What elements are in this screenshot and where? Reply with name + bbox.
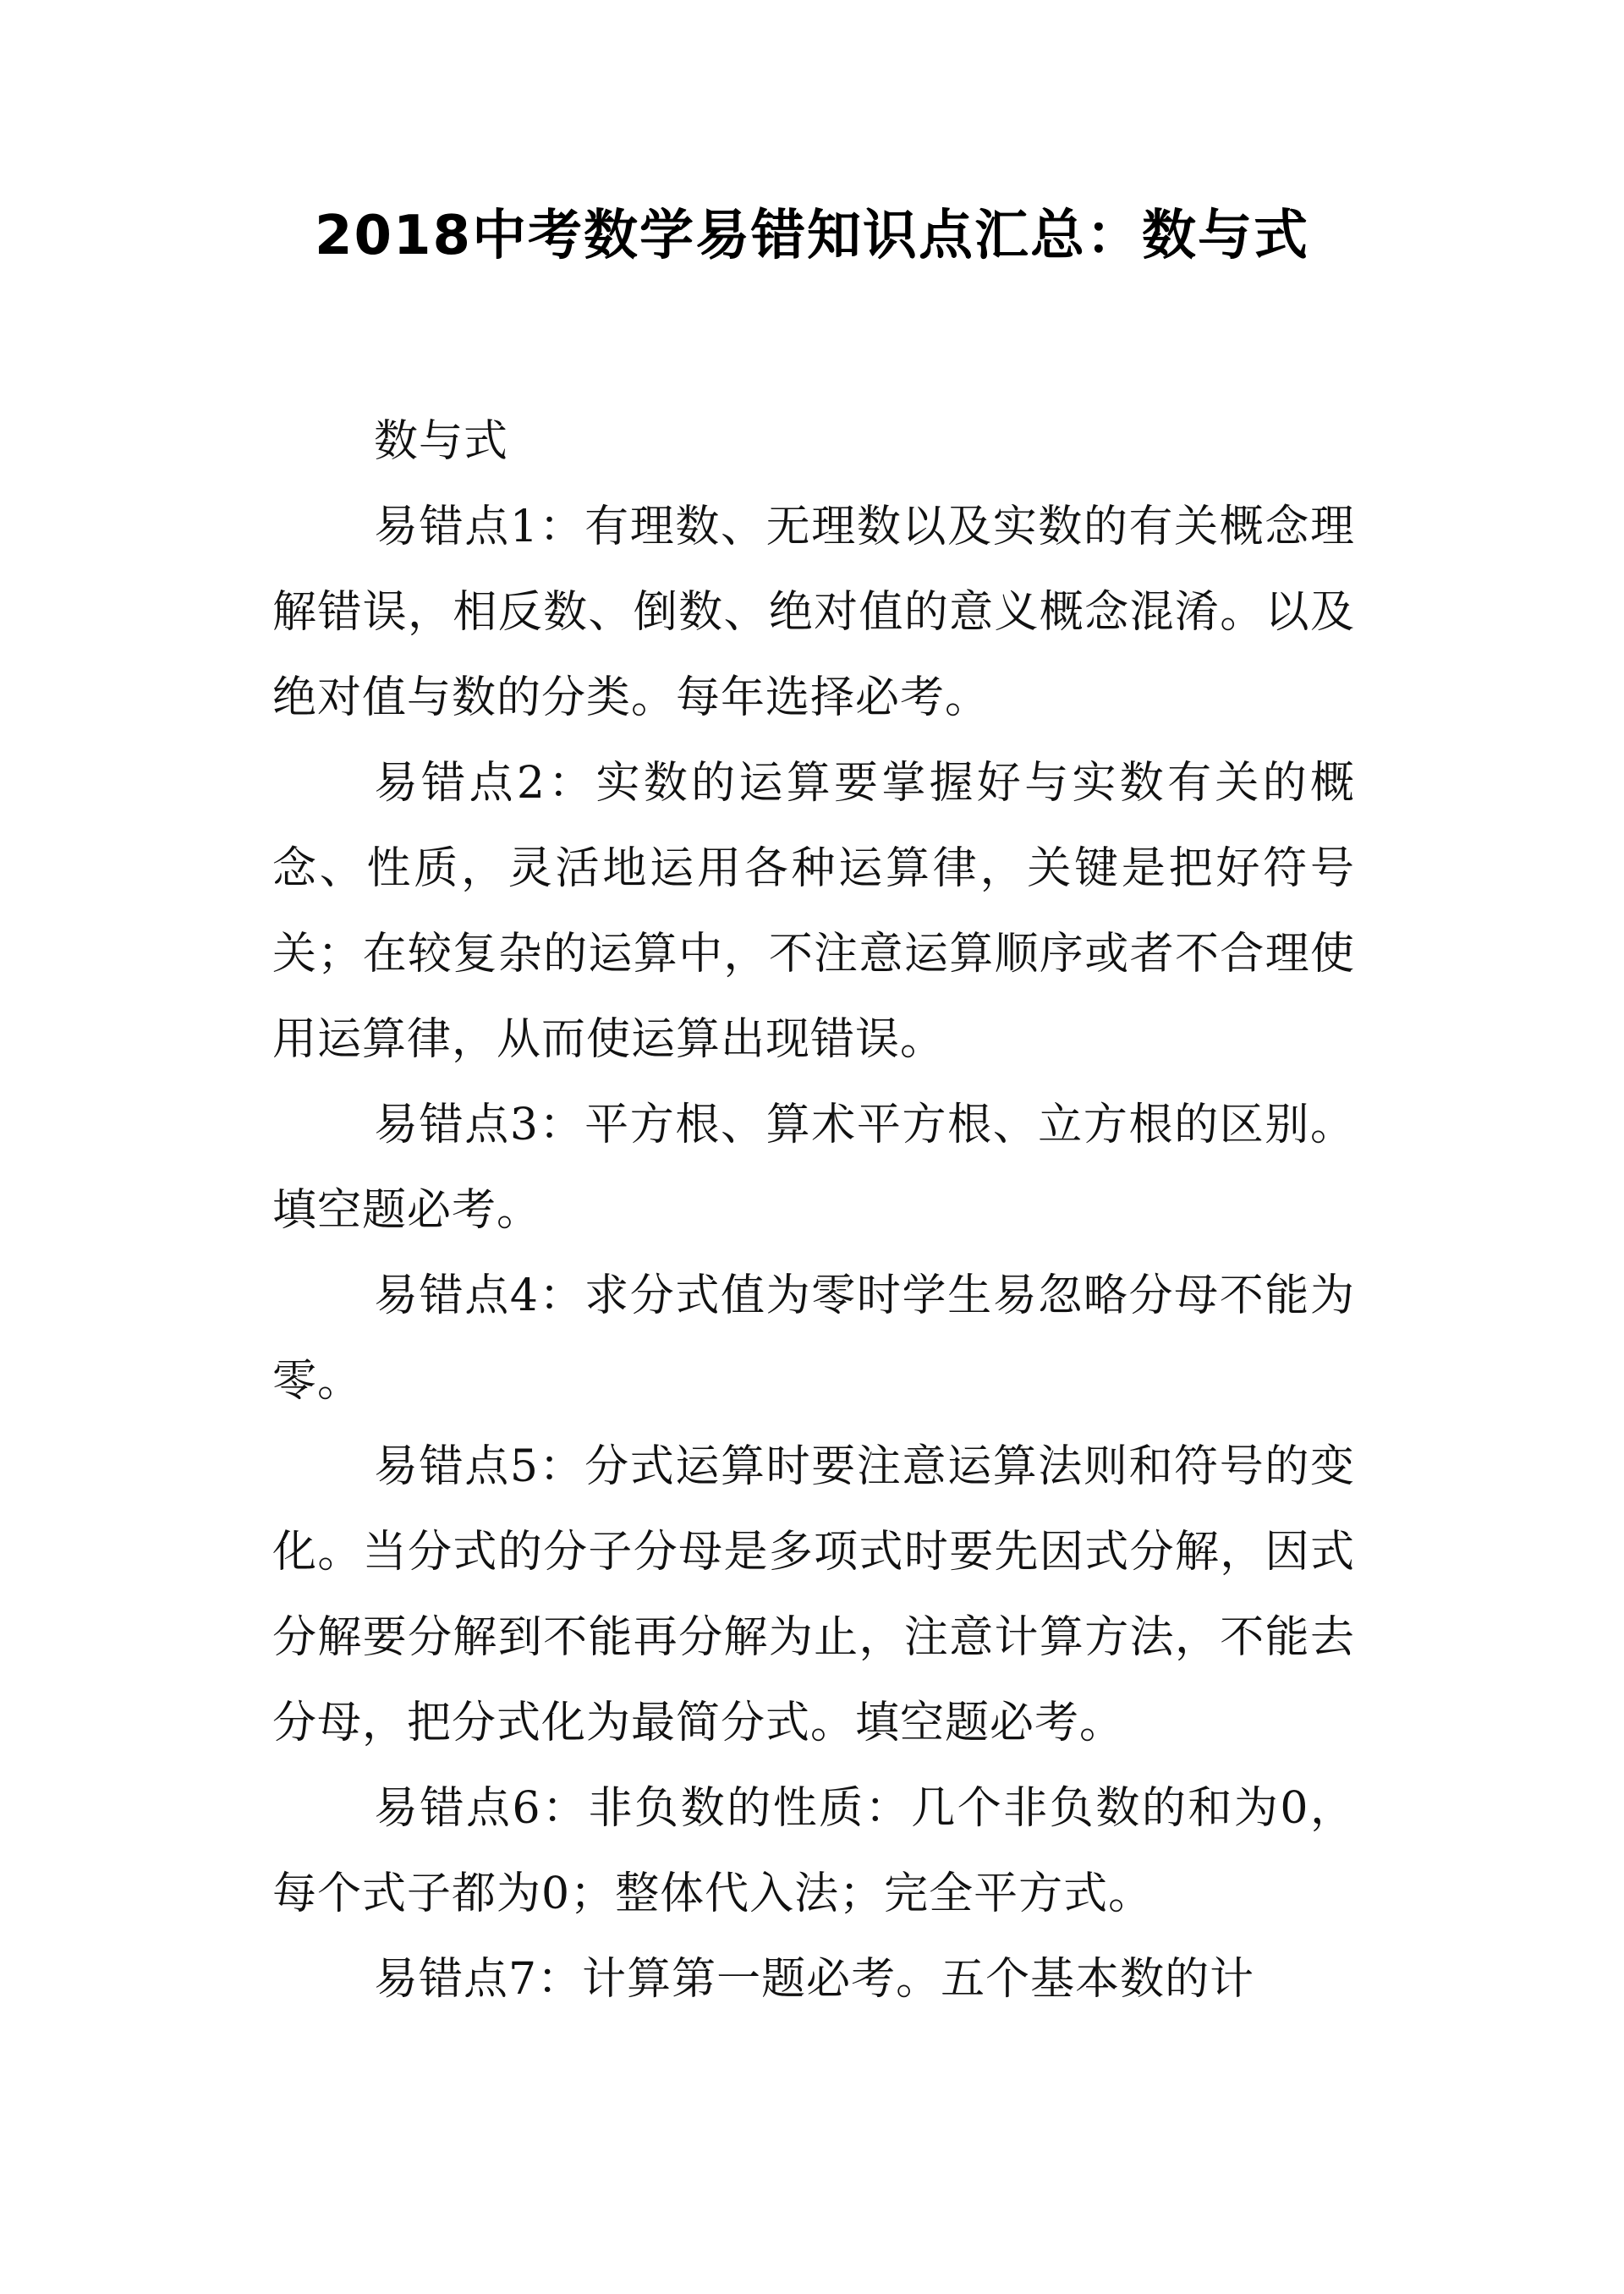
paragraph-error-point-3: 易错点3：平方根、算术平方根、立方根的区别。填空题必考。 <box>272 1100 1355 1236</box>
page-title: 2018中考数学易错知识点汇总：数与式 <box>314 205 1310 267</box>
paragraph-error-point-4: 易错点4：求分式值为零时学生易忽略分母不能为零。 <box>272 1270 1355 1407</box>
paragraph-error-point-1: 易错点1：有理数、无理数以及实数的有关概念理解错误，相反数、倒数、绝对值的意义概念混淆。以及绝对值与数的分类。每年选择必考。 <box>272 502 1355 723</box>
document-body <box>272 399 1355 2022</box>
paragraph-error-point-6: 易错点6：非负数的性质：几个非负数的和为0，每个式子都为0；整体代入法；完全平方式。 <box>272 1783 1355 1919</box>
paragraph-error-point-2: 易错点2：实数的运算要掌握好与实数有关的概念、性质，灵活地运用各种运算律，关键是把好符号关；在较复杂的运算中，不注意运算顺序或者不合理使用运算律，从而使运算出现错误。 <box>272 758 1355 1065</box>
paragraph-error-point-5: 易错点5：分式运算时要注意运算法则和符号的变化。当分式的分子分母是多项式时要先因式分解，因式分解要分解到不能再分解为止，注意计算方法，不能去分母，把分式化为最简分式。填空题必考。 <box>272 1441 1355 1748</box>
paragraph-error-point-7: 易错点7：计算第一题必考。五个基本数的计 <box>374 1954 1255 2005</box>
paragraph-section-heading: 数与式 <box>374 416 509 467</box>
